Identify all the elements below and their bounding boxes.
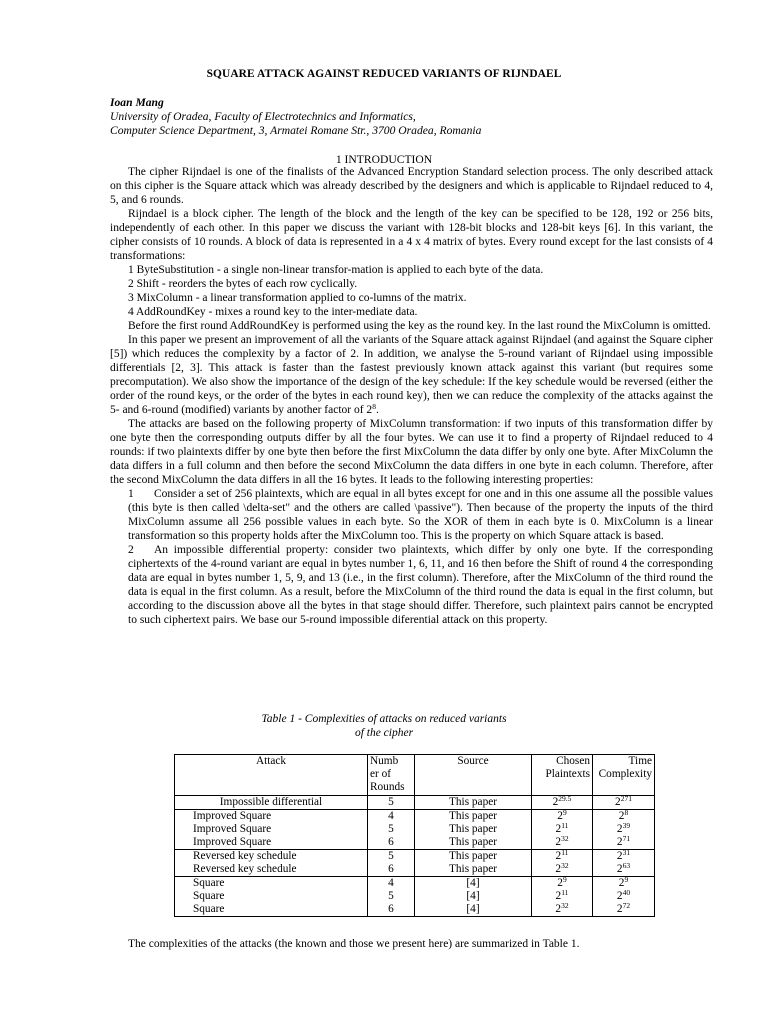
table-header-row <box>175 755 655 796</box>
header-chosen-plaintexts: Chosen Plaintexts <box>532 755 593 796</box>
table-row: Impossible differential 5 This paper $2^{29.5}$ $2^{271}$ <box>175 796 655 810</box>
paragraph-improvement: In this paper we present an improvement of all the variants of the Square attack against Rijndael (and against the Square cipher [5]) which reduces the complexity by a factor of 2. In addition, we analyse the 5-round variant of Rijndael using impossible differentials [2, 3]. This attack is faster than the fastest previously known attack against this variant (but requires some precomputation). We also show the importance of the design of the key schedule: If the key schedule would be reversed (either the order of the round keys, or the order of the bytes in each round key), then we can reduce the complexity of the attacks against the 5- and 6-round (modified) variants by another factor of $2^8$. <box>110 334 713 416</box>
header-time-complexity: Time Complexity <box>593 755 655 796</box>
paragraph-mixcolumn-property: The attacks are based on the following property of MixColumn transformation: if two inputs of this transformation differ by one byte then the corresponding outputs differ by all the four bytes. We can use it to find a property of Rijndael reduced to 4 rounds: if two plaintexts differ by one byte then before the first MixColumn the data differ by only one byte. After MixColumn the data differs in a full column and then before the second MixColumn the data differs in one byte in each column. Therefore, after the second MixColumn the data differs in all the 16 bytes. It leads to the following interesting properties: <box>110 418 713 486</box>
table-row: Improved Square 4 This paper $2^9$ $2^8$ <box>175 810 655 824</box>
table-row: Square 5 [4] $2^{11}$ $2^{40}$ <box>175 890 655 903</box>
section-heading: 1 INTRODUCTION <box>335 153 433 166</box>
table-row: Square 4 [4] $2^9$ $2^9$ <box>175 877 655 891</box>
property-item-2: 2 An impossible differential property: consider two plaintexts, which differ by only one byte. If the corresponding ciphertexts of the 4-round variant are equal in bytes number 1, 6, 11, and 16 then before the Shift of round 4 the corresponding data are equal in bytes number 1, 5, 9, and 13 (i.e., in the first column). Therefore, after the MixColumn of the third round the data is equal in the first column. As a result, before the MixColumn of the third round the data is equal in the first column, but according to the discussion above all the bytes in that stage should differ. Therefore, such plaintext pairs cannot be encrypted to such ciphertext pairs. We base our 5-round impossible diferential attack on this property. <box>128 544 713 626</box>
table-row: Improved Square 6 This paper $2^{32}$ $2^{71}$ <box>175 836 655 850</box>
transformation-item: 3 MixColumn - a linear transformation applied to co-lumns of the matrix. <box>128 292 467 304</box>
body-text <box>110 165 713 627</box>
paragraph-block-cipher: Rijndael is a block cipher. The length of the block and the length of the key can be specified to be 128, 192 or 256 bits, independently of each other. In this paper we discuss the variant with 128-bit blocks and 128-bit keys [6]. In this variant, the cipher consists of 10 rounds. A block of data is represented in a 4 x 4 matrix of bytes. Every round except for the last consists of 4 transformations: <box>110 208 713 262</box>
closing-sentence: The complexities of the attacks (the known and those we present here) are summarized in Table 1. <box>128 938 580 950</box>
author-block <box>110 96 481 138</box>
transformation-item: 2 Shift - reorders the bytes of each row cyclically. <box>128 278 358 290</box>
transformation-item: 4 AddRoundKey - mixes a round key to the inter-mediate data. <box>128 306 418 318</box>
table-row: Square 6 [4] $2^{32}$ $2^{72}$ <box>175 903 655 917</box>
table-caption: Table 1 - Complexities of attacks on reduced variants of the cipher <box>261 713 507 739</box>
header-source: Source <box>415 755 532 796</box>
paper-title: SQUARE ATTACK AGAINST REDUCED VARIANTS OF RIJNDAEL <box>206 68 562 80</box>
table-row: Reversed key schedule 5 This paper $2^{11}$ $2^{31}$ <box>175 850 655 864</box>
header-rounds: Numb er of Rounds <box>368 755 415 796</box>
property-item-1: 1 Consider a set of 256 plaintexts, which are equal in all bytes except for one and in this one assume all the possible values (this byte is then called \delta-set" and the others are called \passive"). Then because of the property the inputs of the third MixColumn assume all 256 possible values in each byte. So the XOR of them in each byte is 0. MixColumn is a linear transformation so this property holds after the MixColumn too. This is the property on which Square attack is based. <box>128 488 713 542</box>
paragraph-first-round: Before the first round AddRoundKey is performed using the key as the round key. In the last round the MixColumn is omitted. <box>128 320 711 332</box>
table-row: Improved Square 5 This paper $2^{11}$ $2^{39}$ <box>175 823 655 836</box>
table-row: Reversed key schedule 6 This paper $2^{32}$ $2^{63}$ <box>175 863 655 877</box>
author-affiliation-2: Computer Science Department, 3, Armatei Romane Str., 3700 Oradea, Romania <box>110 124 482 137</box>
header-attack: Attack <box>175 755 368 796</box>
author-affiliation-1: University of Oradea, Faculty of Electrotechnics and Informatics, <box>110 110 416 123</box>
complexity-table <box>174 754 655 917</box>
transformation-item: 1 ByteSubstitution - a single non-linear transfor-mation is applied to each byte of the data. <box>128 264 544 276</box>
paragraph-intro: The cipher Rijndael is one of the finalists of the Advanced Encryption Standard selection process. The only described attack on this cipher is the Square attack which was already described by the designers and which is applicable to Rijndael reduced to 4, 5, and 6 rounds. <box>110 166 713 206</box>
author-name: Ioan Mang <box>110 96 164 109</box>
